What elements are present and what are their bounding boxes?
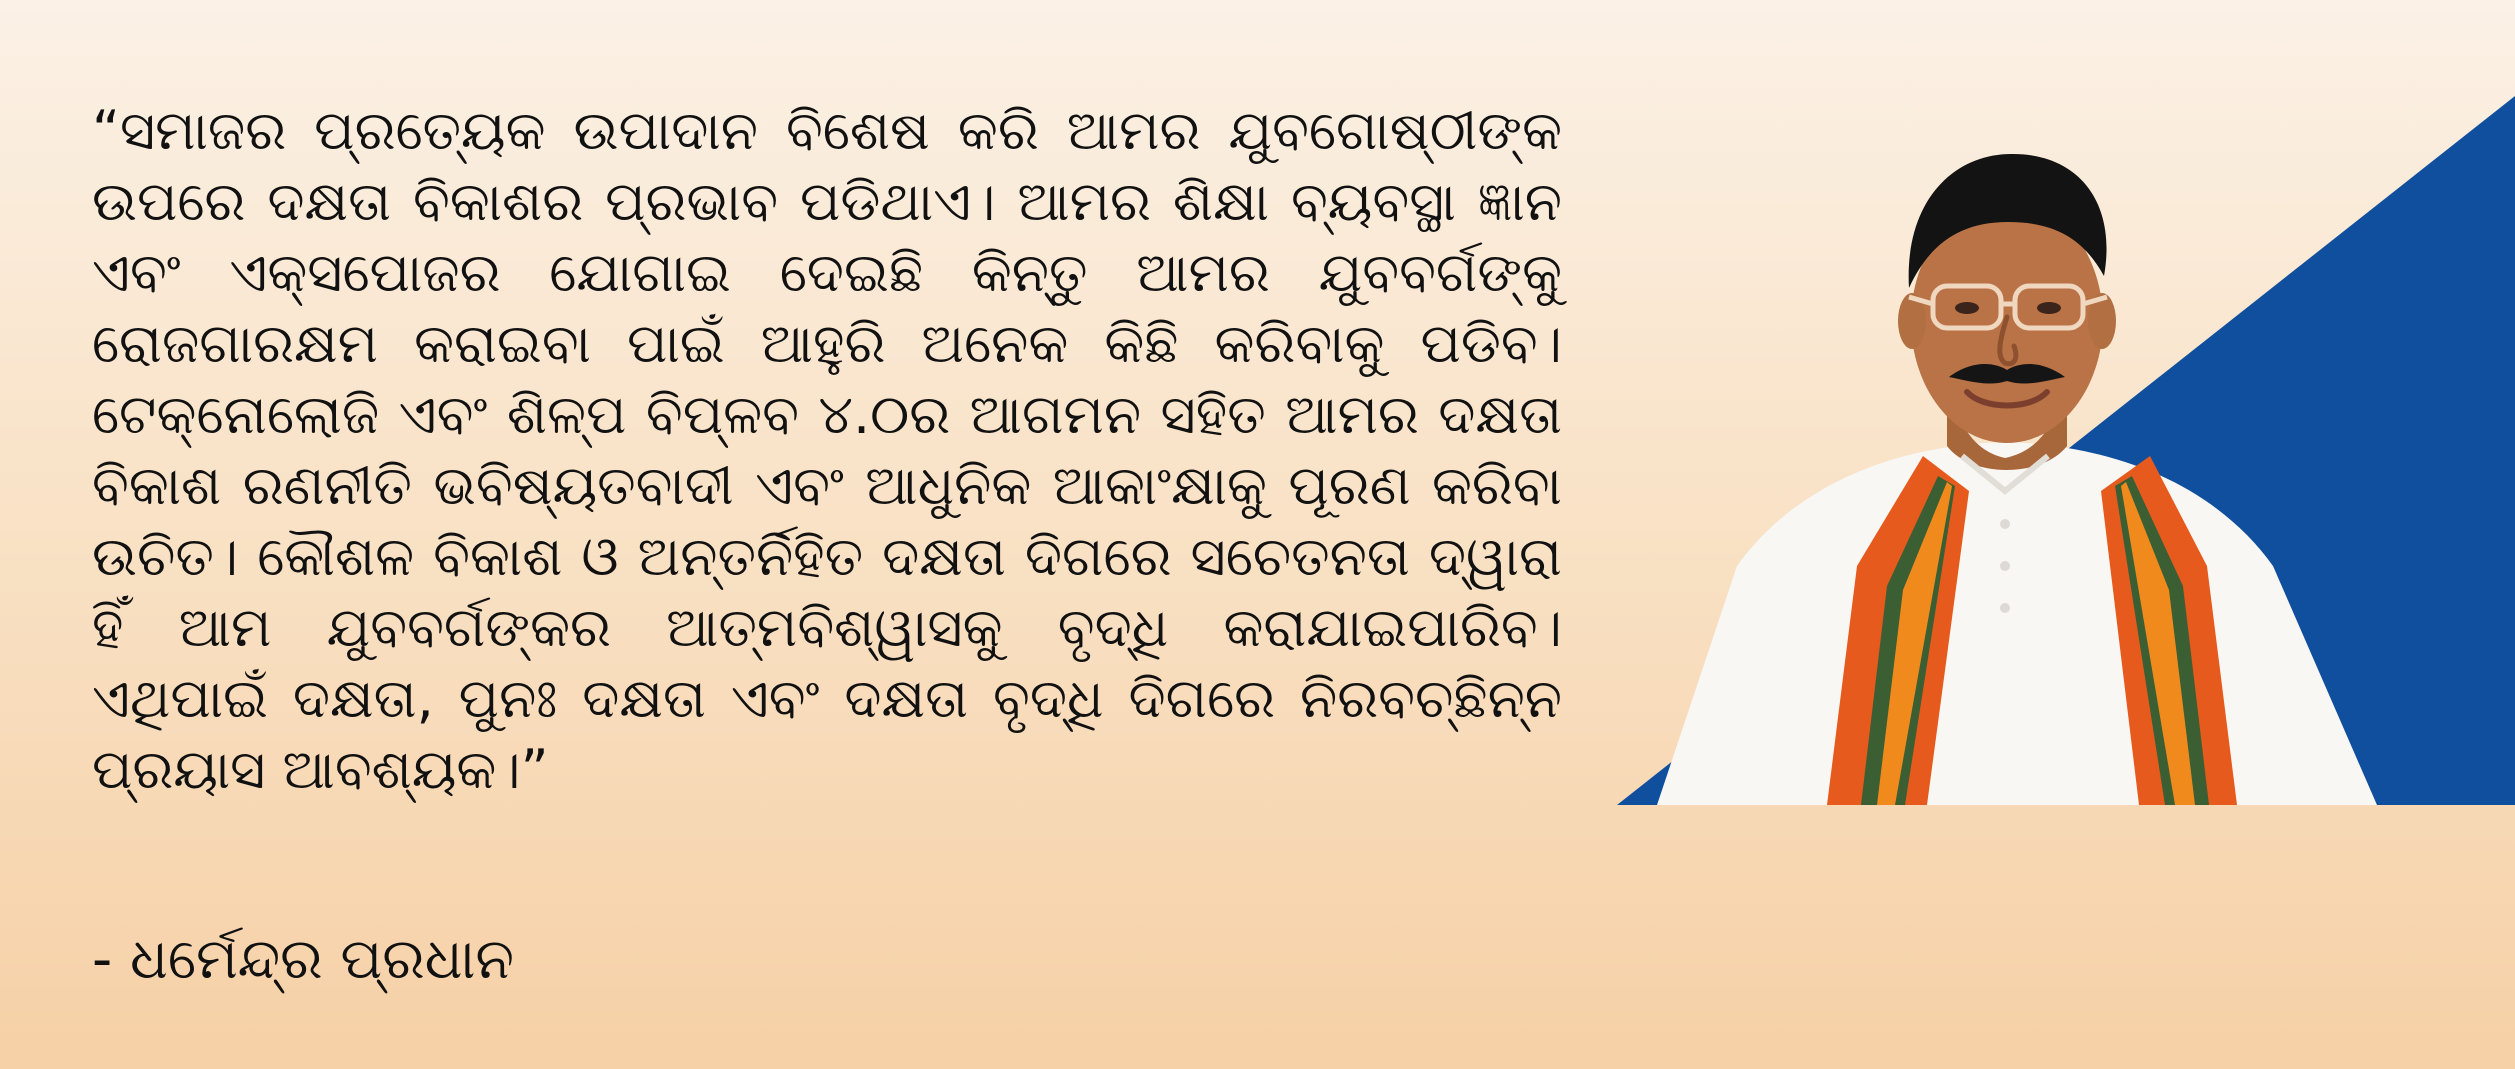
right-eye — [2037, 302, 2061, 314]
left-eye — [1955, 302, 1979, 314]
kurta-button-3 — [2000, 603, 2010, 613]
portrait-illustration — [1617, 96, 2515, 805]
quote-text: “ସମାଜର ପ୍ରତ୍ୟେକ ଉପାଦାନ ବିଶେଷ କରି ଆମର ଯୁବଗୋଷ୍ଠୀଙ୍କ ଉପରେ ଦକ୍ଷତା ବିକାଶର ପ୍ରଭାବ ପଡିଥାଏ। ଆମର ଶିକ୍ଷା ବ୍ୟବସ୍ଥା ଜ୍ଞାନ ଏବଂ ଏକ୍ସପୋଜର ଯୋଗାଇ ଦେଇଛି କିନ୍ତୁ ଆମର ଯୁବବର୍ଗଙ୍କୁ ରୋଜଗାରକ୍ଷମ କରାଇବା ପାଇଁ ଆହୁରି ଅନେକ କିଛି କରିବାକୁ ପଡିବ। ଟେକ୍ନୋଲୋଜି ଏବଂ ଶିଳ୍ପ ବିପ୍ଳବ ୪.୦ର ଆଗମନ ସହିତ ଆମର ଦକ୍ଷତା ବିକାଶ ରଣନୀତି ଭବିଷ୍ୟତବାଦୀ ଏବଂ ଆଧୁନିକ ଆକାଂକ୍ଷାକୁ ପୂରଣ କରିବା ଉଚିତ। କୌଶଳ ବିକାଶ ଓ ଅନ୍ତର୍ନିହିତ ଦକ୍ଷତା ଦିଗରେ ସଚେତନତା ଦ୍ୱାରା ହିଁ ଆମ ଯୁବବର୍ଗଙ୍କର ଆତ୍ମବିଶ୍ୱାସକୁ ବୃଦ୍ଧି କରାଯାଇପାରିବ। ଏଥିପାଇଁ ଦକ୍ଷତା, ପୁନଃ ଦକ୍ଷତା ଏବଂ ଦକ୍ଷତା ବୃଦ୍ଧି ଦିଗରେ ନିରବଚ୍ଛିନ୍ନ ପ୍ରୟାସ ଆବଶ୍ୟକ।” — [92, 99, 1562, 801]
quote-block — [92, 95, 1562, 805]
kurta-button-2 — [2000, 561, 2010, 571]
quote-attribution: - ଧର୍ମେନ୍ଦ୍ର ପ୍ରଧାନ — [92, 927, 514, 992]
kurta-button-1 — [2000, 519, 2010, 529]
portrait-area — [1617, 96, 2515, 805]
